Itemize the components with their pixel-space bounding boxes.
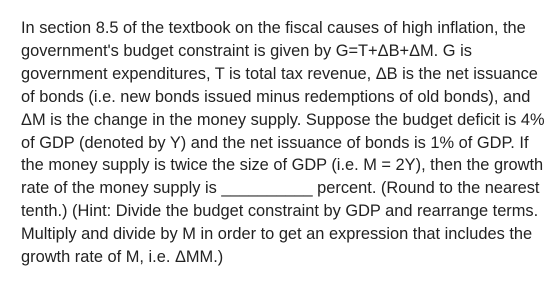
question-text: In section 8.5 of the textbook on the fiscal causes of high inflation, the government's budget constraint is given by G=T+ΔB+ΔM. G is government expenditures, T is total tax revenue, ΔB is the net issuance of bonds (i.e. new bonds issued minus redemptions of old bonds), and ΔM is the change in the money supply. Suppose the budget deficit is 4% of GDP (denoted by Y) and the net issuance of bonds is 1% of GDP. If the money supply is twice the size of GDP (i.e. M = 2Y), then the growth rate of the money supply is __________ percent. (Round to the nearest tenth.) (Hint: Divide the budget constraint by GDP and rearrange terms. Multiply and divide by M in order to get an expression that includes the growth rate of M, i.e. ΔMM.) — [21, 19, 545, 267]
